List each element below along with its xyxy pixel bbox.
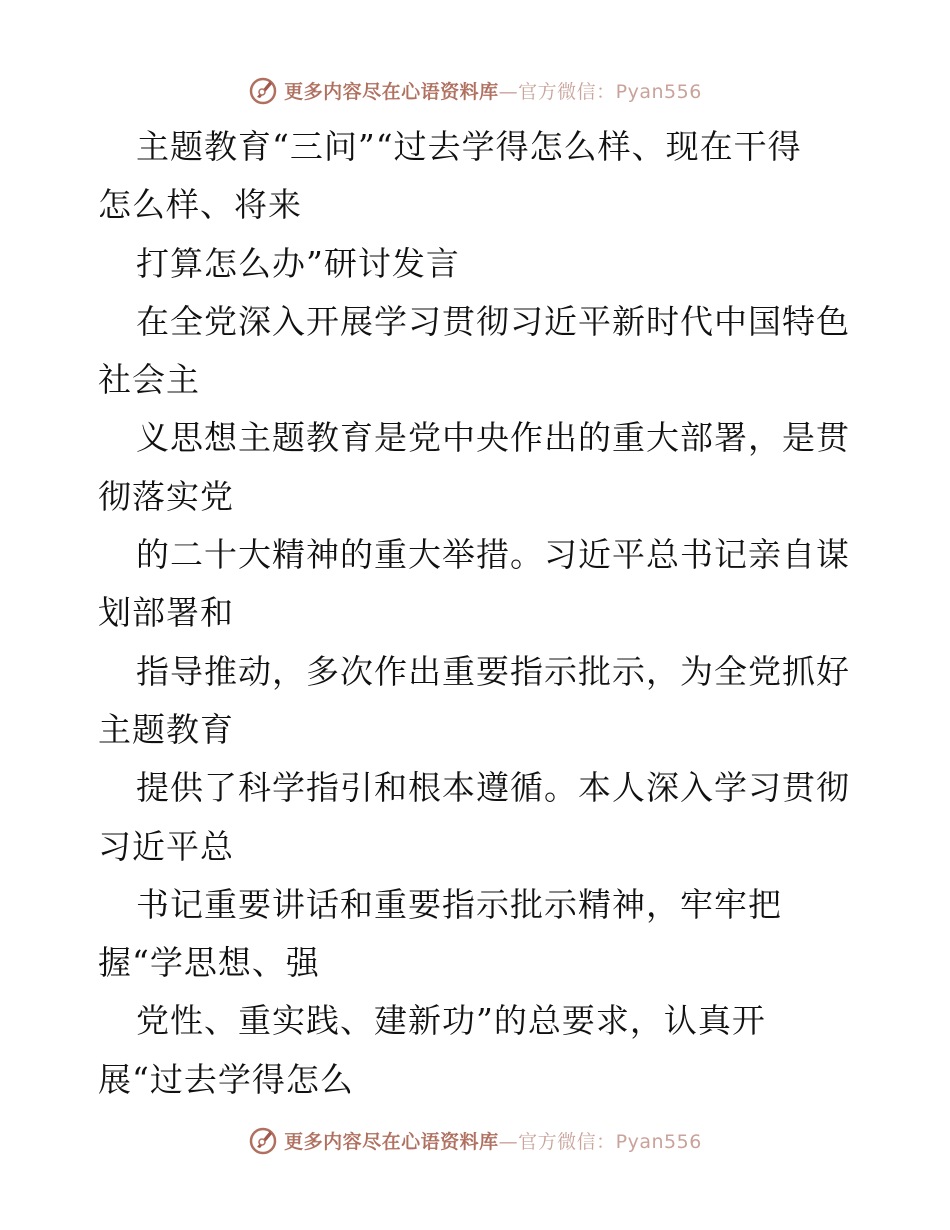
banner-text bbox=[284, 1127, 702, 1154]
text-line: 习近平总 bbox=[98, 826, 234, 866]
text-line: 划部署和 bbox=[98, 593, 234, 633]
footer-banner bbox=[0, 1120, 950, 1160]
banner-separator: — bbox=[498, 80, 519, 103]
banner-wechat-text: 官方微信：Pyan556 bbox=[518, 1130, 702, 1153]
text-line: 怎么样、将来 bbox=[98, 185, 302, 225]
quill-logo-icon bbox=[248, 1125, 278, 1155]
document-body bbox=[98, 118, 858, 1109]
text-line: 党性、重实践、建新功”的总要求，认真开 bbox=[136, 1001, 766, 1041]
banner-text bbox=[284, 77, 702, 104]
text-line: 书记重要讲话和重要指示批示精神，牢牢把 bbox=[136, 884, 782, 924]
text-line: 指导推动，多次作出重要指示批示，为全党抓好 bbox=[136, 651, 850, 691]
quill-logo-icon bbox=[248, 75, 278, 105]
text-line: 提供了科学指引和根本遵循。本人深入学习贯彻 bbox=[136, 768, 850, 808]
text-line: 在全党深入开展学习贯彻习近平新时代中国特色 bbox=[136, 301, 850, 341]
text-line: 打算怎么办”研讨发言 bbox=[136, 243, 460, 283]
banner-separator: — bbox=[498, 1130, 519, 1153]
banner-wechat-text: 官方微信：Pyan556 bbox=[518, 80, 702, 103]
text-line: 彻落实党 bbox=[98, 476, 234, 516]
text-line: 义思想主题教育是党中央作出的重大部署，是贯 bbox=[136, 418, 850, 458]
text-line: 主题教育 bbox=[98, 709, 234, 749]
banner-site-text: 更多内容尽在心语资料库 bbox=[284, 1130, 499, 1153]
text-line: 的二十大精神的重大举措。习近平总书记亲自谋 bbox=[136, 535, 850, 575]
banner-site-text: 更多内容尽在心语资料库 bbox=[284, 80, 499, 103]
text-line: 主题教育“三问”“过去学得怎么样、现在干得 bbox=[136, 127, 802, 166]
text-line: 握“学思想、强 bbox=[98, 943, 320, 983]
text-line: 社会主 bbox=[98, 360, 200, 400]
header-banner bbox=[0, 70, 950, 110]
text-line: 展“过去学得怎么 bbox=[98, 1059, 354, 1099]
